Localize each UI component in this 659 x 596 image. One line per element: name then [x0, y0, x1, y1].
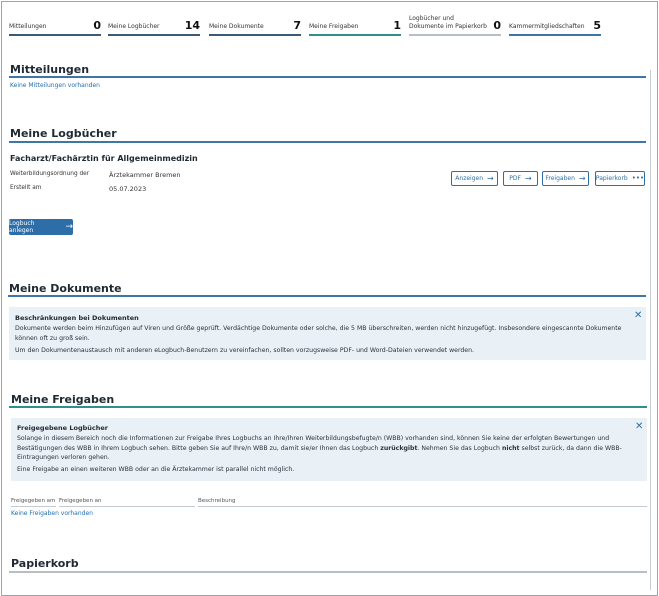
- info-box-text: Um den Dokumentenaustausch mit anderen eLogbuch-Benutzern zu vereinfachen, sollten vorzugsweise PDF- und Word-Dateien verwendet werden.: [15, 347, 475, 354]
- stat-label: Mitteilungen: [9, 23, 47, 30]
- wbo-value: Ärztekammer Bremen: [109, 171, 181, 179]
- close-icon[interactable]: ✕: [635, 421, 644, 432]
- column-underline: [11, 506, 56, 507]
- stat-value: 5: [593, 19, 601, 32]
- column-header-freigegeben-am[interactable]: Freigegeben am: [11, 498, 56, 504]
- logbuch-entry-title: Facharzt/Fachärztin für Allgemeinmedizin: [10, 154, 198, 163]
- section-divider: [9, 141, 646, 143]
- section-divider: [8, 295, 646, 297]
- close-icon[interactable]: ✕: [634, 310, 643, 321]
- created-label: Erstellt am: [10, 185, 42, 191]
- section-divider: [9, 406, 647, 408]
- section-title-papierkorb: Papierkorb: [11, 557, 79, 570]
- wbo-label: Weiterbildungsordnung der: [10, 171, 90, 177]
- anzeigen-button[interactable]: [451, 171, 498, 186]
- stat-mitteilungen[interactable]: [9, 14, 101, 36]
- freigaben-label: Freigaben: [545, 175, 575, 182]
- column-underline: [198, 506, 647, 507]
- info-box-title: Beschränkungen bei Dokumenten: [15, 314, 139, 322]
- arrow-right-icon: →: [65, 221, 73, 232]
- mitteilungen-empty-text: Keine Mitteilungen vorhanden: [10, 82, 100, 89]
- stat-kammermitgliedschaften[interactable]: [509, 14, 601, 36]
- logbuch-anlegen-button[interactable]: [9, 219, 73, 235]
- stat-label: Meine Dokumente: [209, 23, 264, 30]
- stat-dokumente[interactable]: [209, 14, 301, 36]
- info-box-title: Freigegebene Logbücher: [17, 424, 108, 432]
- stat-freigaben[interactable]: [309, 14, 401, 36]
- column-header-beschreibung[interactable]: Beschreibung: [198, 498, 236, 504]
- info-box-freigaben: [11, 418, 647, 481]
- section-title-mitteilungen: Mitteilungen: [10, 63, 90, 76]
- column-underline: [59, 506, 195, 507]
- logbuch-anlegen-label: Logbuch anlegen: [9, 220, 35, 234]
- stat-label: Meine Freigaben: [309, 23, 359, 30]
- section-divider: [9, 571, 647, 573]
- section-divider: [9, 76, 646, 78]
- created-value: 05.07.2023: [109, 185, 147, 193]
- info-box-text: Solange in diesem Bereich noch die Informationen zur Freigabe Ihres Logbuchs an Ihre/Ihren Weiterbildungsbefugte/n (WBB) vorhanden sind, können Sie keine der erfolgten Bewertungen und Bestätigungen des WBB in Ihrem Logbuch sehen. Bitte geben Sie auf Ihre/n WBB zu, damit sie/er Ihnen das Logbuch zurückgibt. Nehmen Sie das Logbuch nicht selbst zurück, da dann die WBB-Eintragungen verloren gehen.: [17, 435, 622, 461]
- stat-value: 0: [493, 19, 501, 32]
- freigaben-button[interactable]: [542, 171, 589, 186]
- stat-value: 1: [393, 19, 401, 32]
- stat-value: 0: [93, 19, 101, 32]
- more-dots-icon: •••: [631, 174, 645, 182]
- info-box-text: Dokumente werden beim Hinzufügen auf Viren und Größe geprüft. Verdächtige Dokumente oder solche, die 5 MB überschreiten, werden nicht hinzugefügt. Insbesondere eingescannte Dokumente können oft zu groß sein.: [15, 325, 622, 342]
- pdf-button[interactable]: [503, 171, 538, 186]
- stat-value: 7: [293, 19, 301, 32]
- section-title-dokumente: Meine Dokumente: [9, 282, 122, 295]
- arrow-right-icon: →: [525, 173, 532, 183]
- arrow-right-icon: →: [578, 173, 586, 183]
- section-title-logbuecher: Meine Logbücher: [10, 127, 117, 140]
- stat-logbuecher[interactable]: [108, 14, 200, 36]
- stat-label: Kammermitgliedschaften: [509, 23, 585, 30]
- info-box-text: Eine Freigabe an einen weiteren WBB oder an die Ärztekammer ist parallel nicht möglich.: [17, 466, 295, 473]
- info-box-dokumente: [9, 307, 646, 360]
- stat-papierkorb[interactable]: [409, 14, 501, 36]
- anzeigen-label: Anzeigen: [455, 175, 483, 182]
- section-title-freigaben: Meine Freigaben: [11, 393, 115, 406]
- stat-label: Logbücher und Dokumente im Papierkorb: [409, 15, 487, 30]
- pdf-label: PDF: [509, 175, 521, 182]
- stat-value: 14: [184, 19, 200, 32]
- freigaben-empty-text: Keine Freigaben vorhanden: [11, 510, 93, 517]
- stat-label: Meine Logbücher: [108, 23, 160, 30]
- arrow-right-icon: →: [487, 173, 494, 183]
- scroll-track: [650, 70, 651, 590]
- papierkorb-label: Papierkorb: [595, 175, 628, 182]
- papierkorb-button[interactable]: [595, 171, 645, 186]
- column-header-freigegeben-an[interactable]: Freigegeben an: [59, 498, 102, 504]
